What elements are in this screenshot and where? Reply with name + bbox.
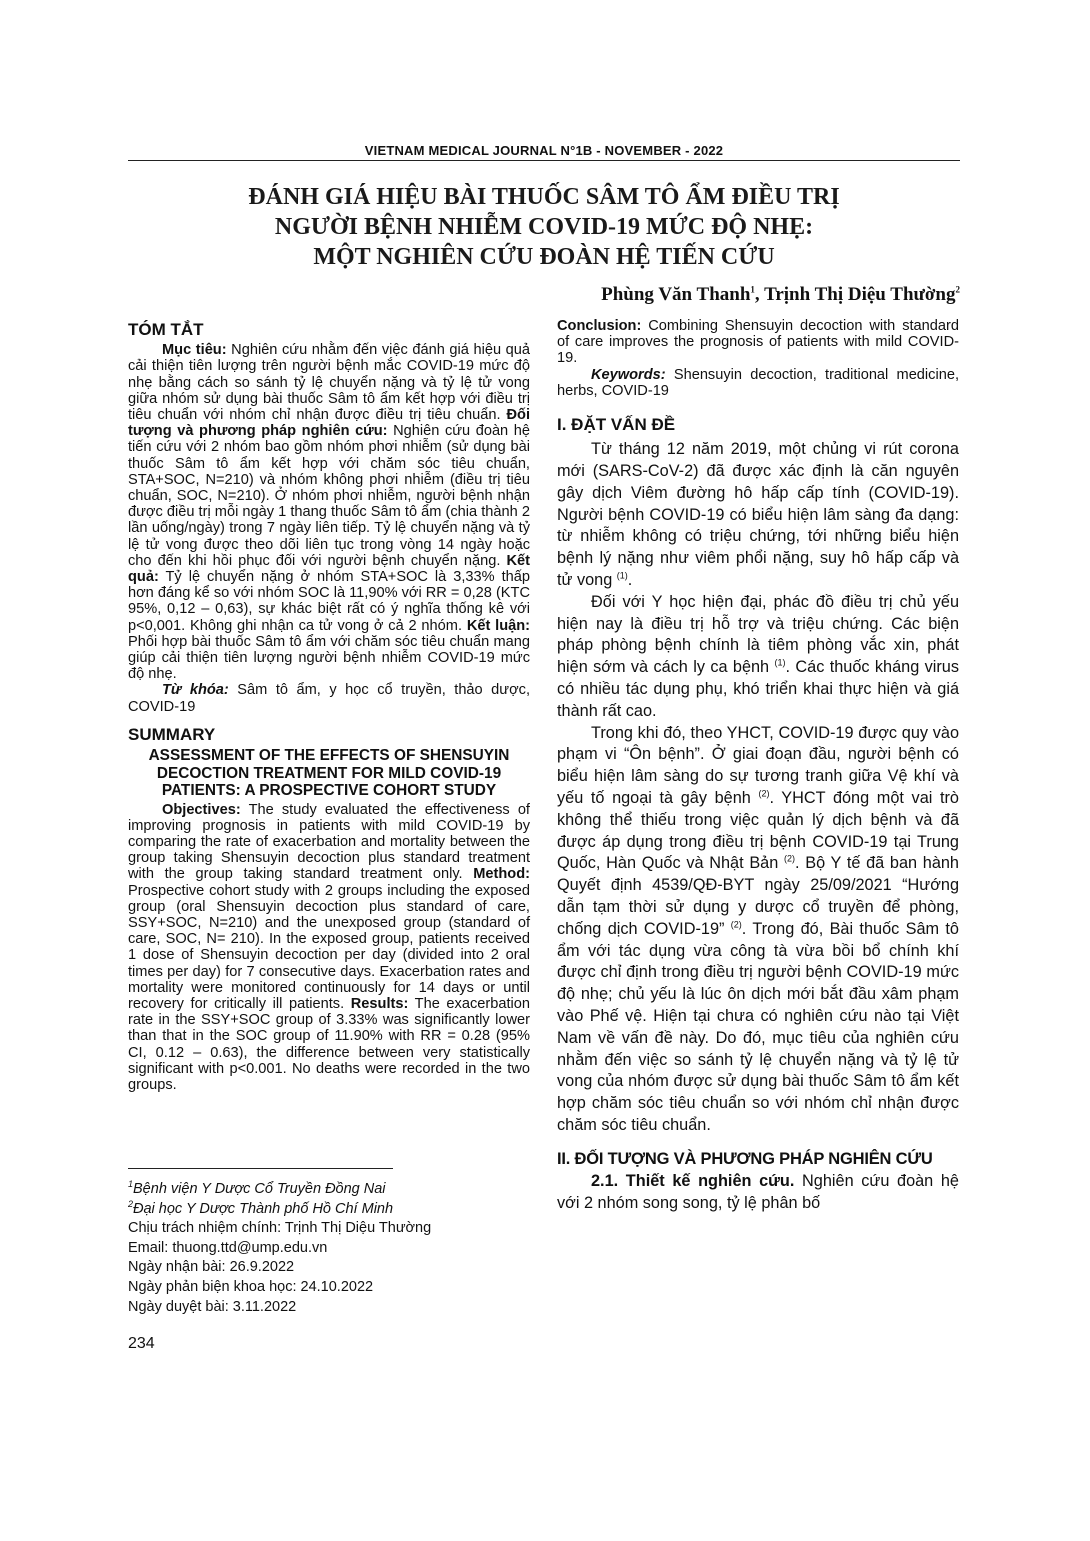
review-date: Ngày phản biện khoa học: 24.10.2022 (128, 1278, 374, 1295)
s1-p1-end: . (627, 571, 633, 589)
results-en-label: Results: (350, 996, 409, 1013)
section-1-heading: I. ĐẶT VẤN ĐỀ (557, 415, 676, 435)
methods-label: Đối tượng và phương pháp nghiên cứu: (128, 407, 530, 440)
approved-date: Ngày duyệt bài: 3.11.2022 (128, 1298, 297, 1315)
article-title (128, 182, 960, 272)
method-text: Prospective cohort study with 2 groups including the exposed group (oral Shensuyin decoction plus standard of care, SSY+SOC, N=210) and the unexposed group (standard of care, SOC, N= 210). In the exposed group, patients received 1 dose of Shensuyin decoction per day (divided into 2 oral times per day) for 7 consecutive days. Exacerbation rates and mortality were monitored continuously for 14 days or until recovery for critically ill patients. (128, 882, 530, 1013)
conclusion-en-text: Combining Shensuyin decoction with standard of care improves the prognosis of patients with mild COVID-19. (557, 318, 959, 367)
summary-heading: SUMMARY (128, 724, 216, 744)
s1-p3-text-a: Trong khi đó, theo YHCT, COVID-19 được quy vào phạm vi “Ôn bệnh”. Ở giai đoạn đầu, người bệnh có biểu hiện lâm sàng do sự tương tranh giữa Vệ khí và yếu tố ngoại tà gây bệnh (557, 723, 959, 807)
affiliation-1-text: Bệnh viện Y Dược Cổ Truyền Đồng Nai (133, 1181, 386, 1197)
method-label: Method: (473, 866, 530, 883)
page-number: 234 (128, 1335, 155, 1352)
citation-ref: (2) (758, 788, 770, 799)
footnote-rule (128, 1168, 393, 1169)
title-line-1: ĐÁNH GIÁ HIỆU BÀI THUỐC SÂM TÔ ẨM ĐIỀU TRỊ (248, 184, 840, 210)
subsection-2-1-text: Nghiên cứu đoàn hệ với 2 nhóm song song, tỷ lệ phân bố (557, 1171, 959, 1212)
affiliation-2 (128, 1200, 530, 1220)
abstract-vi-body (128, 342, 530, 682)
objective-text: Nghiên cứu nhằm đến việc đánh giá hiệu quả cải thiện tiên lượng trên người bệnh mắc COVID-19 mức độ nhẹ bằng cách so sánh tỷ lệ chuyển nặng và tỷ lệ tử vong giữa nhóm sử dụng bài thuốc Sâm tô ẩm kết hợp với điều trị tiêu chuẩn với nhóm chỉ nhận được điều trị tiêu chuẩn. (128, 342, 530, 424)
section-1-paragraph-3 (557, 723, 959, 1137)
right-column (557, 318, 959, 1215)
received-date: Ngày nhận bài: 26.9.2022 (128, 1259, 295, 1276)
s1-p3-text-d: . Trong đó, Bài thuốc Sâm tô ẩm với tác dụng vừa công tà vừa bồi bổ chính khí được chỉ định trong điều trị người bệnh COVID-19 mức độ nhẹ; chủ yếu là lúc ôn dịch mới bắt đầu xâm phạm vào Phế vệ. Hiện tại chưa có nghiên cứu nào tại Việt Nam về vấn đề này. Do đó, mục tiêu của nghiên cứu nhằm đến việc so sánh tỷ lệ chuyển nặng và tỷ lệ tử vong của nhóm được sử dụng bài thuốc Sâm tô ẩm kết hợp chăm sóc tiêu chuẩn so với nhóm chỉ nhận được chăm sóc tiêu chuẩn. (557, 919, 959, 1134)
author-2-affiliation: 2 (955, 284, 960, 295)
conclusion-label: Kết luận: (466, 617, 530, 634)
affiliation-2-number: 2 (128, 1198, 134, 1209)
keywords-vi-text: Sâm tô ẩm, y học cổ truyền, thảo dược, COVID-19 (128, 682, 530, 715)
section-2-heading: II. ĐỐI TƯỢNG VÀ PHƯƠNG PHÁP NGHIÊN CỨU (557, 1149, 933, 1168)
s1-p1-text: Từ tháng 12 năm 2019, một chủng vi rút corona mới (SARS-CoV-2) đã được xác định là căn nguyên gây dịch Viêm đường hô hấp cấp tính (COVID-19). Người bệnh COVID-19 có biểu hiện lâm sàng đa dạng: từ nhiễm không có triệu chứng, tới những biểu hiện bệnh lý nặng như viêm phổi nặng, suy hô hấp cấp và tử vong (557, 440, 959, 589)
title-line-3: MỘT NGHIÊN CỨU ĐOÀN HỆ TIẾN CỨU (313, 244, 775, 270)
keywords-en-text: Shensuyin decoction, traditional medicine, herbs, COVID-19 (557, 366, 959, 399)
objective-label: Mục tiêu: (162, 342, 227, 359)
abstract-en-body (128, 802, 530, 1094)
author-1: Phùng Văn Thanh (601, 284, 751, 305)
conclusion-text: Phối hợp bài thuốc Sâm tô ẩm với chăm sóc tiêu chuẩn mang giúp cải thiện tiên lượng người bệnh nhiễm COVID-19 mức độ nhẹ. (128, 633, 530, 683)
contact-email[interactable]: Email: thuong.ttd@ump.edu.vn (128, 1239, 328, 1256)
section-1-paragraph-1 (557, 439, 959, 592)
s1-p3-text-b: . YHCT đóng một vai trò không thể thiếu trong việc quản lý dịch bệnh và đã được áp dụng trong điều trị bệnh COVID-19 tại Trung Quốc, Hàn Quốc và Nhật Bản (557, 788, 959, 873)
keywords-en-label: Keywords: (591, 366, 666, 383)
summary-title: ASSESSMENT OF THE EFFECTS OF SHENSUYIN DECOCTION TREATMENT FOR MILD COVID-19 PATIENTS: A PROSPECTIVE COHORT STUDY (148, 747, 510, 800)
keywords-vi (128, 682, 530, 714)
citation-ref: (1) (616, 570, 628, 581)
abstract-en-continued (557, 318, 959, 367)
title-line-2: NGƯỜI BỆNH NHIỄM COVID-19 MỨC ĐỘ NHẸ: (274, 214, 814, 240)
results-en-text-part1: The exacerbation rate in the SSY+SOC group of 3.33% was significantly lower than that in the SOC group of 11.90% with RR = 0.28 (95% CI, 0.12 – 0.63), the difference between very statistically significant with p<0.001. No deaths were recorded in the two groups. (128, 996, 530, 1094)
keywords-vi-label: Từ khóa: (162, 682, 229, 699)
author-separator: , (754, 284, 765, 305)
objectives-text: The study evaluated the effectiveness of improving prognosis in patients with mild COVID-19 by comparing the rate of exacerbation and mortality between the group taking Shensuyin decoction plus standard treatment with the group taking standard treatment only. (128, 801, 530, 883)
author-1-affiliation: 1 (750, 284, 755, 295)
affiliation-1-number: 1 (128, 1179, 134, 1190)
header-rule (128, 160, 960, 161)
responsible-author: Chịu trách nhiệm chính: Trịnh Thị Diệu Thường (128, 1220, 432, 1237)
conclusion-en-label: Conclusion: (557, 318, 642, 334)
affiliation-2-text: Đại học Y Dược Thành phố Hồ Chí Minh (133, 1200, 394, 1217)
author-2: Trịnh Thị Diệu Thường (764, 284, 956, 305)
results-text: Tỷ lệ chuyển nặng ở nhóm STA+SOC là 3,33% thấp hơn đáng kể so với nhóm SOC là 11,90% với RR = 0,28 (KTC 95%, 0,12 – 0,63), sự khác biệt rất có ý nghĩa thống kê với p<0,001. Không ghi nhận ca tử vong ở cả 2 nhóm. (128, 569, 530, 634)
results-label: Kết quả: (128, 552, 530, 586)
section-1-paragraph-2 (557, 592, 959, 723)
s1-p3-text-c: . Bộ Y tế đã ban hành Quyết định 4539/QĐ-BYT ngày 25/09/2021 “Hướng dẫn tạm thời sử dụng y dược cổ truyền để phòng, chống dịch COVID-19” (557, 854, 959, 938)
journal-header: VIETNAM MEDICAL JOURNAL N°1B - NOVEMBER - 2022 (364, 143, 724, 158)
methods-text: Nghiên cứu đoàn hệ tiến cứu với 2 nhóm bao gồm nhóm phơi nhiễm (sử dụng bài thuốc Sâm tô ẩm kết hợp với chăm sóc tiêu chuẩn, STA+SOC, N=210) và nhóm không phơi nhiễm (điều trị tiêu chuẩn, SOC, N=210). Ở nhóm phơi nhiễm, người bệnh nhận được điều trị mỗi ngày 1 thang thuốc Sâm tô ẩm (chia thành 2 lần uống/ngày) trong 7 ngày liên tiếp. Tỷ lệ chuyển nặng và tỷ lệ tử vong được theo dõi liên tục trong vòng 14 ngày hoặc cho đến khi hồi phục đối với người bệnh chuyển nặng. (128, 423, 530, 569)
objectives-label: Objectives: (162, 801, 241, 818)
footnotes (128, 1180, 530, 1317)
section-2-paragraph-1 (557, 1171, 959, 1215)
s1-p2-text: Đối với Y học hiện đại, phác đồ điều trị chủ yếu hiện nay là điều trị hỗ trợ và triệu chứng. Các biện pháp phòng bệnh chính là tiêm phòng vắc xin, phát hiện sớm và cách ly ca bệnh (557, 592, 959, 677)
author-line (500, 284, 960, 306)
citation-ref: (2) (730, 919, 742, 930)
left-column (128, 318, 530, 1093)
subsection-2-1-label: 2.1. Thiết kế nghiên cứu. (591, 1171, 795, 1190)
abstract-vi-heading: TÓM TẮT (128, 320, 204, 339)
keywords-en (557, 367, 959, 399)
citation-ref: (1) (774, 657, 786, 668)
affiliation-1 (128, 1180, 530, 1200)
citation-ref: (2) (784, 853, 795, 864)
s1-p2-end: . Các thuốc kháng virus có nhiều tác dụng phụ, khó triển khai thực hiện và giá thành rất cao. (557, 658, 960, 720)
